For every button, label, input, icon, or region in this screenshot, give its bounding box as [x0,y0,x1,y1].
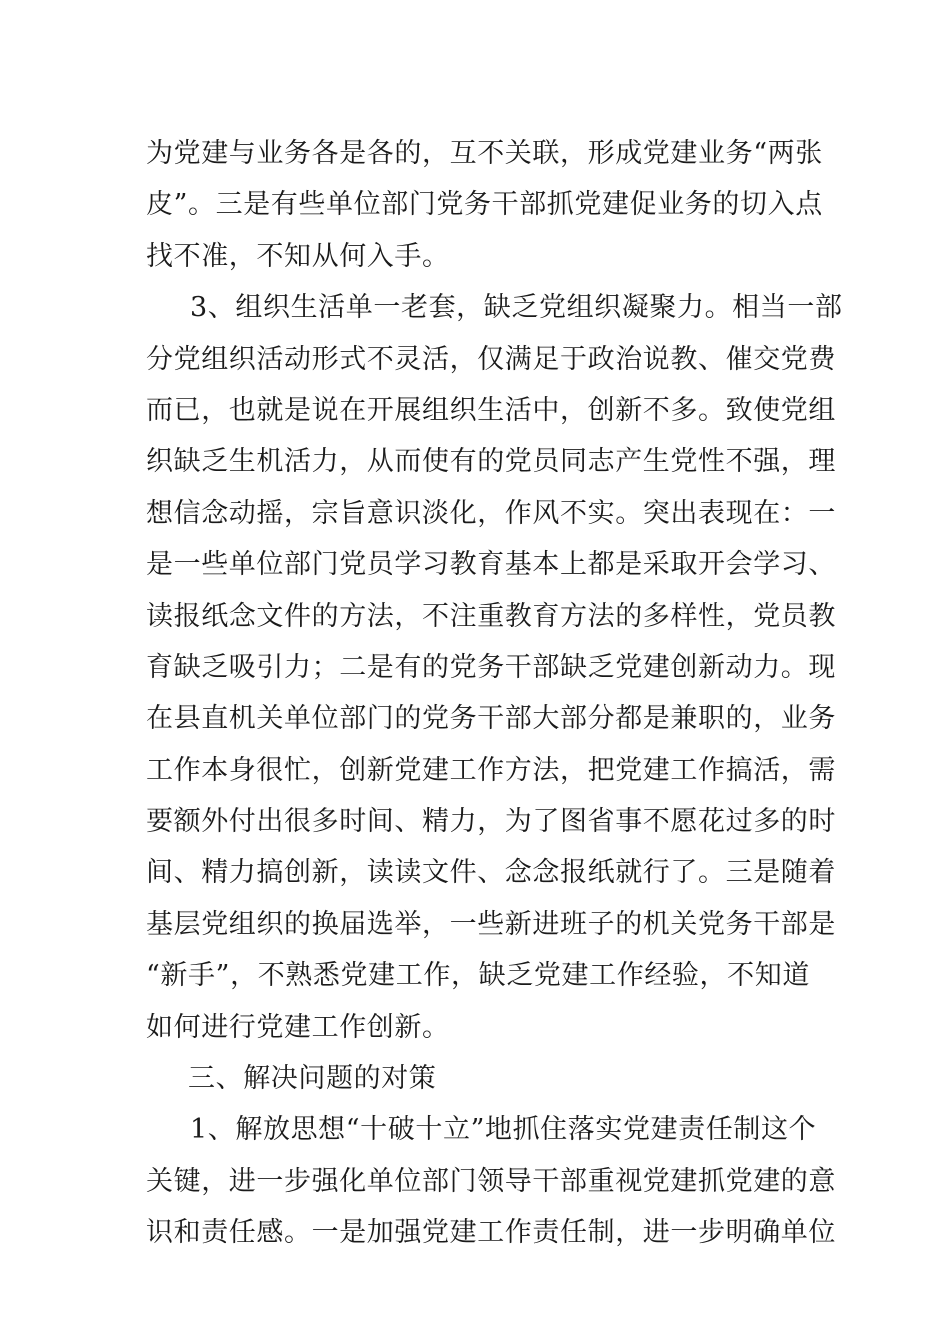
text-line: “新手”，不熟悉党建工作，缺乏党建工作经验，不知道 [146,960,810,992]
text-line: 为党建与业务各是各的，互不关联，形成党建业务“两张 [146,138,823,169]
body-text [146,128,843,1259]
text-line: 而已，也就是说在开展组织生活中，创新不多。致使党组 [146,394,836,426]
text-line: 关键，进一步强化单位部门领导干部重视党建抓党建的意 [146,1165,836,1197]
text-line: 皮”。三是有些单位部门党务干部抓党建促业务的切入点 [146,189,823,221]
text-line: 育缺乏吸引力；二是有的党务干部缺乏党建创新动力。现 [146,651,836,683]
text-line: 织缺乏生机活力，从而使有的党员同志产生党性不强，理 [146,446,836,478]
section-item-1-heading: 1、解放思想“十破十立”地抓住落实党建责任制这个 [190,1114,817,1146]
text-line: 在县直机关单位部门的党务干部大部分都是兼职的，业务 [146,703,836,735]
text-line: 找不准，不知从何入手。 [146,240,450,272]
text-line: 分党组织活动形式不灵活，仅满足于政治说教、催交党费 [146,343,836,375]
text-line: 想信念动摇，宗旨意识淡化，作风不实。突出表现在：一 [146,497,836,529]
text-line: 如何进行党建工作创新。 [146,1011,450,1043]
text-line: 基层党组织的换届选举，一些新进班子的机关党务干部是 [146,908,836,940]
text-line: 要额外付出很多时间、精力，为了图省事不愿花过多的时 [146,806,836,838]
text-line: 工作本身很忙，创新党建工作方法，把党建工作搞活，需 [146,754,836,786]
text-line: 读报纸念文件的方法，不注重教育方法的多样性，党员教 [146,600,836,632]
text-line: 是一些单位部门党员学习教育基本上都是采取开会学习、 [146,549,836,581]
text-line: 识和责任感。一是加强党建工作责任制，进一步明确单位 [146,1217,836,1249]
section-item-3-heading: 3、组织生活单一老套，缺乏党组织凝聚力。相当一部 [190,292,843,324]
text-line: 间、精力搞创新，读读文件、念念报纸就行了。三是随着 [146,857,836,889]
section-heading: 三、解决问题的对策 [188,1063,437,1095]
